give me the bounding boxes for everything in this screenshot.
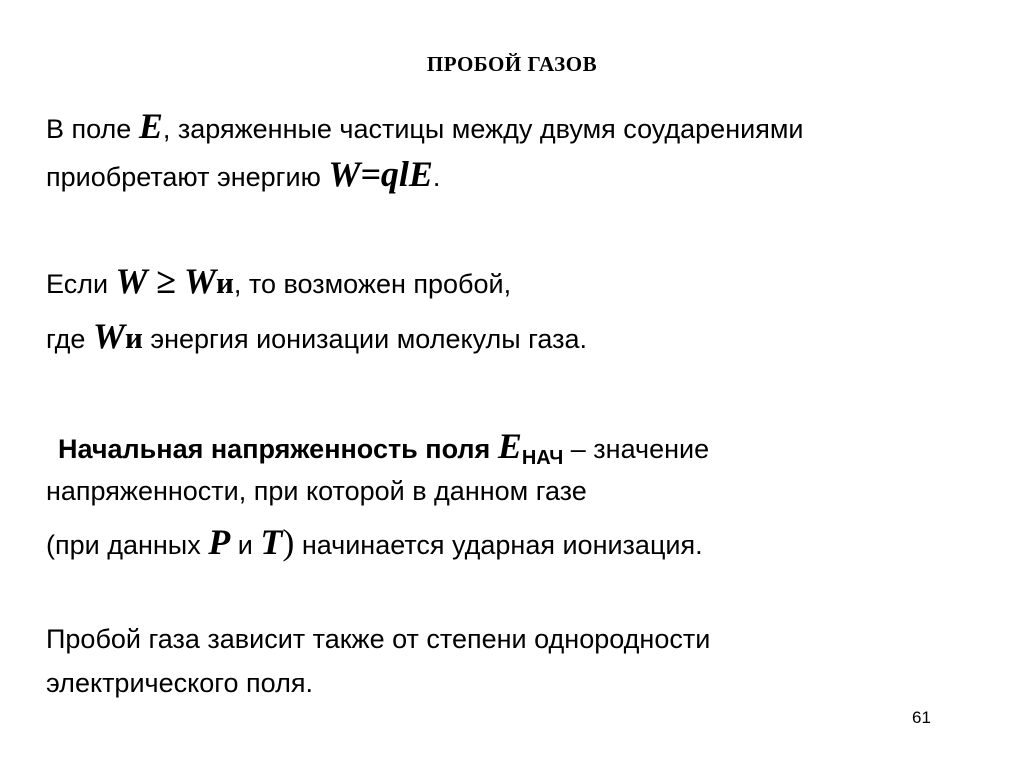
formula-subscript: и [216,265,234,300]
paragraph-3-line-2: напряженности, при которой в данном газе [46,476,587,506]
initial-field-symbol: E [497,426,522,466]
text: и [230,530,261,560]
text: начинается ударная ионизация. [294,530,703,560]
paragraph-2-line-1 [46,263,511,299]
text: , заряженные частицы между двумя соударениями [162,114,804,144]
close-paren: ) [282,522,295,562]
text: (при данных [46,530,209,560]
energy-formula: W=qlE [328,154,433,194]
field-symbol: E [138,106,163,146]
pressure-symbol: P [208,522,231,562]
text: , то возможен пробой, [233,269,512,299]
paragraph-2-line-2 [46,318,587,354]
text: приобретают энергию [46,162,329,192]
term: Начальная напряженность поля [58,434,498,464]
text: . [432,162,441,192]
slide-title: ПРОБОЙ ГАЗОВ [426,52,598,76]
text: где [46,324,93,354]
page-number: 61 [912,708,931,727]
paragraph-1-line-2 [46,156,440,192]
paragraph-4-line-1: Пробой газа зависит также от степени однородности [46,624,711,654]
paragraph-3-line-1 [58,428,709,468]
text: Если [46,269,116,299]
text: – значение [563,434,710,464]
initial-field-subscript: НАЧ [521,447,564,469]
ionization-energy-symbol: W [92,316,125,356]
symbol-subscript: и [124,320,143,355]
paragraph-3-line-3 [46,524,703,560]
text: В поле [46,114,139,144]
text: энергия ионизации молекулы газа. [142,324,588,354]
paragraph-1-line-1 [46,108,803,144]
inequality-formula: W ≥ W [115,261,217,301]
paragraph-4-line-2: электрического поля. [46,668,313,698]
temperature-symbol: T [260,522,283,562]
